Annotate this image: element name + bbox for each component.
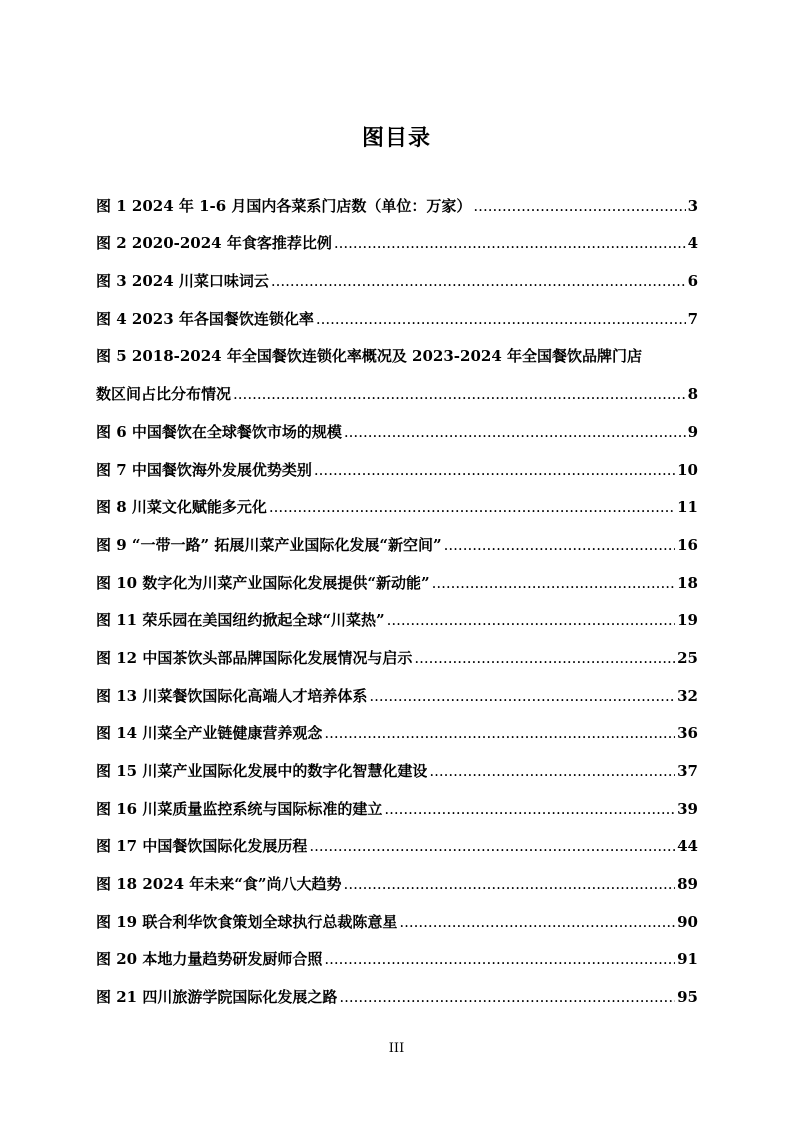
toc-entry-page: 44: [677, 837, 698, 856]
toc-entry-label: 图 18 2024 年未来“食”尚八大趋势: [96, 875, 342, 894]
toc-entry-page: 25: [677, 648, 698, 667]
toc-leader-dots: [334, 231, 686, 255]
toc-entry[interactable]: [96, 557, 698, 595]
toc-entry-page: 91: [677, 950, 698, 969]
toc-entry-label: 图 4 2023 年各国餐饮连锁化率: [96, 309, 314, 328]
toc-leader-dots: [316, 307, 686, 331]
toc-entry-page: 89: [677, 875, 698, 894]
toc-entry-label: 图 20 本地力量趋势研发厨师合照: [96, 950, 323, 969]
toc-entry-label: 图 15 川菜产业国际化发展中的数字化智慧化建设: [96, 762, 428, 780]
toc-leader-dots: [269, 495, 675, 519]
toc-leader-dots: [429, 759, 675, 783]
toc-entry-label: 图 10 数字化为川菜产业国际化发展提供“新动能”: [96, 573, 430, 592]
toc-entry[interactable]: [96, 745, 698, 783]
toc-entry-page: 36: [677, 724, 698, 743]
toc-leader-dots: [369, 684, 675, 708]
toc-leader-dots: [233, 382, 686, 406]
toc-entry[interactable]: [96, 180, 698, 218]
toc-entry-page: 6: [687, 272, 698, 291]
toc-entry[interactable]: [96, 482, 698, 520]
table-of-figures: [96, 180, 698, 1009]
toc-entry[interactable]: [96, 896, 698, 934]
toc-entry[interactable]: [96, 595, 698, 633]
toc-entry-label: 图 21 四川旅游学院国际化发展之路: [96, 988, 338, 1007]
toc-entry-label: 图 9 “一带一路” 拓展川菜产业国际化发展“新空间”: [96, 535, 442, 554]
toc-entry-label: 图 12 中国茶饮头部品牌国际化发展情况与启示: [96, 648, 413, 667]
toc-leader-dots: [399, 910, 675, 934]
toc-leader-dots: [324, 721, 675, 745]
toc-entry-page: 8: [687, 385, 698, 404]
toc-entry[interactable]: [96, 444, 698, 482]
toc-entry-page: 37: [677, 762, 698, 780]
toc-entry[interactable]: [96, 783, 698, 821]
toc-entry[interactable]: [96, 670, 698, 708]
toc-leader-dots: [339, 985, 675, 1009]
toc-entry[interactable]: [96, 934, 698, 972]
toc-entry-page: 7: [687, 309, 698, 328]
toc-entry-page: 10: [677, 460, 698, 479]
toc-entry-label: 图 19 联合利华饮食策划全球执行总裁陈意星: [96, 912, 398, 931]
toc-entry-label: 图 3 2024 川菜口味词云: [96, 272, 269, 291]
toc-entry-page: 32: [677, 686, 698, 705]
toc-entry[interactable]: [96, 632, 698, 670]
toc-entry-label: 图 7 中国餐饮海外发展优势类别: [96, 460, 312, 479]
toc-entry-label: 图 16 川菜质量监控系统与国际标准的建立: [96, 799, 383, 818]
toc-leader-dots: [344, 420, 686, 444]
page-number: III: [388, 1041, 405, 1056]
toc-entry[interactable]: [96, 821, 698, 859]
toc-leader-dots: [309, 834, 675, 858]
toc-entry-continuation[interactable]: [96, 368, 698, 406]
toc-entry[interactable]: [96, 293, 698, 331]
toc-entry-label: 图 13 川菜餐饮国际化高端人才培养体系: [96, 686, 368, 705]
toc-leader-dots: [473, 194, 685, 218]
toc-entry[interactable]: [96, 708, 698, 746]
toc-entry[interactable]: [96, 971, 698, 1009]
toc-leader-dots: [387, 608, 676, 632]
toc-entry-page: 95: [677, 988, 698, 1007]
toc-entry-label-continued: 数区间占比分布情况: [96, 385, 232, 404]
page-title: 图目录: [361, 126, 431, 151]
toc-entry[interactable]: [96, 255, 698, 293]
toc-entry-label: 图 6 中国餐饮在全球餐饮市场的规模: [96, 422, 342, 441]
toc-entry-page: 18: [677, 573, 698, 592]
toc-entry[interactable]: [96, 519, 698, 557]
toc-entry-label: 图 1 2024 年 1-6 月国内各菜系门店数（单位：万家）: [96, 196, 472, 215]
toc-entry-label: 图 11 荣乐园在美国纽约掀起全球“川菜热”: [96, 611, 385, 630]
toc-entry-page: 3: [687, 196, 698, 215]
toc-leader-dots: [384, 797, 675, 821]
toc-entry-page: 4: [687, 234, 698, 253]
toc-entry[interactable]: [96, 218, 698, 256]
toc-leader-dots: [271, 269, 686, 293]
toc-entry-page: 90: [677, 912, 698, 931]
toc-entry[interactable]: [96, 858, 698, 896]
toc-entry-page: 11: [677, 498, 698, 517]
toc-entry-page: 9: [687, 422, 698, 441]
toc-entry-label: 图 14 川菜全产业链健康营养观念: [96, 724, 323, 743]
toc-entry-label: 图 2 2020-2024 年食客推荐比例: [96, 234, 332, 253]
toc-leader-dots: [344, 872, 676, 896]
toc-entry-page: 39: [677, 799, 698, 818]
toc-entry-page: 16: [677, 535, 698, 554]
toc-leader-dots: [432, 571, 676, 595]
toc-entry-label: 图 8 川菜文化赋能多元化: [96, 498, 267, 517]
toc-leader-dots: [314, 458, 675, 482]
toc-entry-label: 图 17 中国餐饮国际化发展历程: [96, 837, 308, 856]
toc-leader-dots: [414, 646, 675, 670]
toc-entry-page: 19: [677, 611, 698, 630]
toc-entry[interactable]: [96, 331, 698, 369]
toc-leader-dots: [324, 947, 675, 971]
toc-leader-dots: [444, 533, 676, 557]
toc-entry[interactable]: [96, 406, 698, 444]
toc-entry-label: 图 5 2018-2024 年全国餐饮连锁化率概况及 2023-2024 年全国餐饮品牌门店: [96, 347, 642, 366]
